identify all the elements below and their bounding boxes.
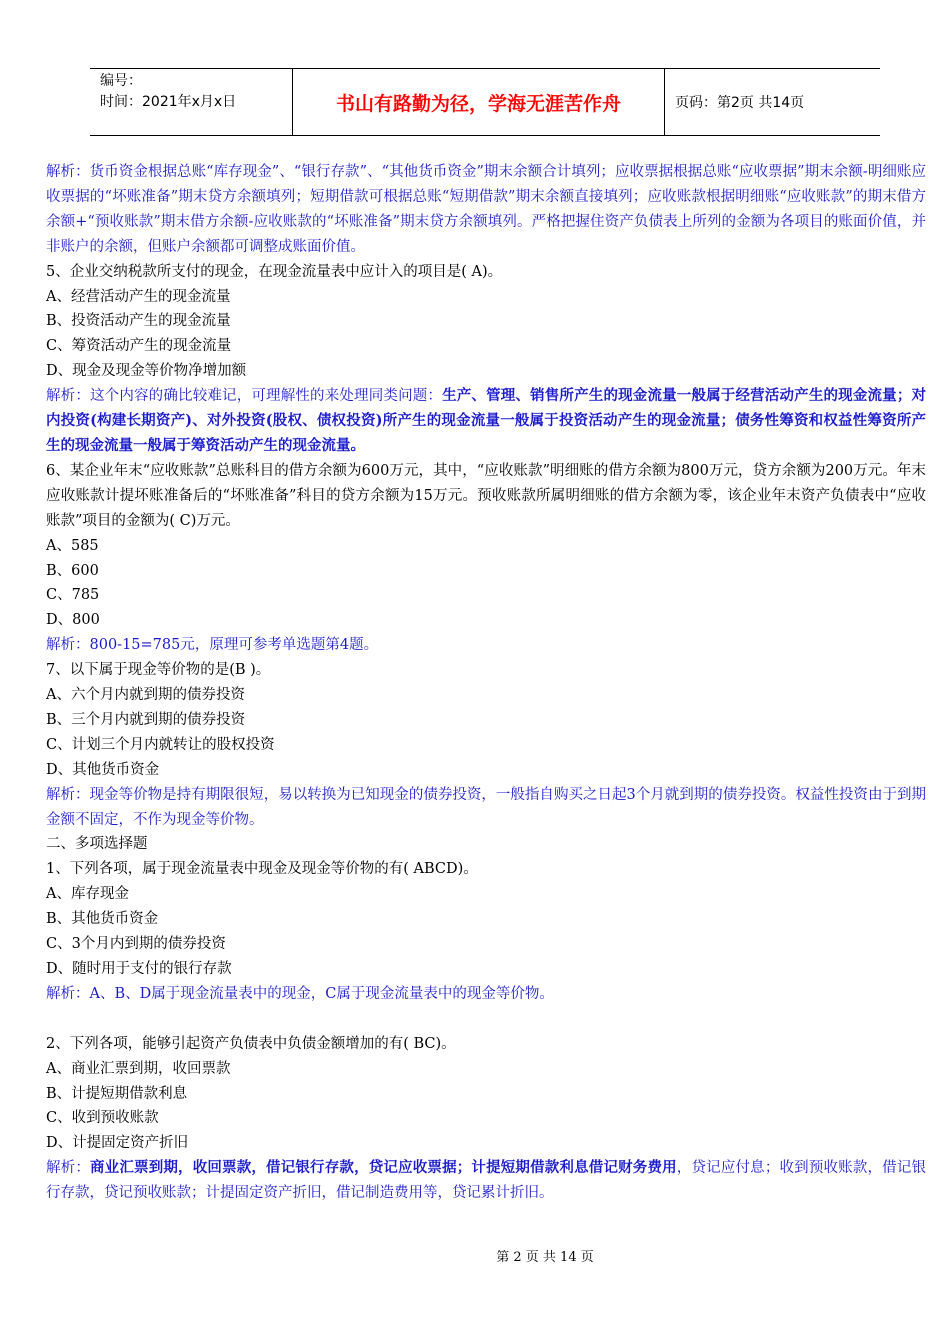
page-footer: 第 2 页 共 14 页 (496, 1250, 594, 1265)
analysis-q4: 解析：货币资金根据总账“库存现金”、“银行存款”、“其他货币资金”期末余额合计填列；应收票据根据总账“应收票据”期末余额-明细账应收票据的“坏账准备”期末贷方余额填列；短期借款可根据总账“短期借款”期末余额直接填列；应收账款根据明细账“应收账款”的期末借方余额+“预收账款”期末借方余额-应收账款的“坏账准备”期末贷方余额填列。严格把握住资产负债表上所列的金额为各项目的账面价值，并非账户的余额，但账户余额都可调整成账面价值。 (46, 164, 926, 255)
section-heading: 二、多项选择题 (46, 836, 148, 853)
spacer (46, 1007, 926, 1032)
analysis-text: 解析：这个内容的确比较难记，可理解性的来处理同类问题： (46, 388, 443, 405)
option: D、计提固定资产折旧 (46, 1135, 189, 1152)
analysis-text: ，贷记应付息；收到预收账款，借记银行存款，贷记预收账款；计提固定资产折旧，借记制造费用等，贷记累计折旧。 (46, 1160, 927, 1202)
option: C、收到预收账款 (46, 1110, 159, 1127)
option: B、600 (46, 562, 99, 579)
header-page-label: 页码：第2页 共14页 (675, 95, 805, 111)
option: C、785 (46, 587, 100, 604)
option: D、其他货币资金 (46, 761, 160, 778)
analysis-q7: 解析：现金等价物是持有期限很短，易以转换为已知现金的债券投资，一般指自购买之日起3个月就到期的债券投资。权益性投资由于到期金额不固定，不作为现金等价物。 (46, 786, 926, 828)
option: A、商业汇票到期，收回票款 (46, 1060, 231, 1077)
question-6: 6、某企业年末“应收账款”总账科目的借方余额为600万元，其中，“应收账款”明细账的借方余额为800万元，贷方余额为200万元。年末应收账款计提坏账准备后的“坏账准备”科目的贷方余额为15万元。预收账款所属明细账的借方余额为零，该企业年末资产负债表中“应收账款”项目的金额为( C)万元。 (46, 462, 926, 529)
header-left (90, 69, 292, 135)
analysis-bold-text: 商业汇票到期，收回票款，借记银行存款，贷记应收票据；计提短期借款利息借记财务费用 (90, 1159, 677, 1177)
option: A、经营活动产生的现金流量 (46, 288, 231, 305)
option: D、现金及现金等价物净增加额 (46, 363, 247, 380)
question-7: 7、以下属于现金等价物的是(B )。 (46, 662, 271, 679)
option: C、筹资活动产生的现金流量 (46, 338, 232, 355)
number-label: 编号： (100, 73, 142, 89)
option: B、计提短期借款利息 (46, 1085, 188, 1102)
analysis-q6: 解析：800-15=785元，原理可参考单选题第4题。 (46, 637, 379, 654)
document-body (46, 160, 926, 1206)
analysis-text: 解析： (46, 1160, 91, 1177)
multi-question-1: 1、下列各项，属于现金流量表中现金及现金等价物的有( ABCD)。 (46, 861, 478, 878)
option: D、800 (46, 612, 100, 629)
option: A、六个月内就到期的债券投资 (46, 687, 245, 704)
option: B、三个月内就到期的债券投资 (46, 711, 246, 728)
analysis-bold-text: 生产、管理、销售所产生的现金流量一般属于经营活动产生的现金流量；对内投资(构建长期资产)、对外投资(股权、债权投资)所产生的现金流量一般属于投资活动产生的现金流量；债务性筹资和权益性筹资所产生的现金流量一般属于筹资活动产生的现金流量。 (46, 387, 926, 454)
analysis-m2 (46, 1156, 926, 1206)
page-header (90, 68, 880, 136)
option: D、随时用于支付的银行存款 (46, 961, 232, 977)
header-motto: 书山有路勤为径，学海无涯苦作舟 (292, 69, 665, 135)
option: C、3个月内到期的债券投资 (46, 936, 226, 953)
option: A、库存现金 (46, 886, 129, 903)
option: C、计划三个月内就转让的股权投资 (46, 736, 275, 753)
analysis-m1: 解析：A、B、D属于现金流量表中的现金，C属于现金流量表中的现金等价物。 (46, 985, 554, 1002)
analysis-q5 (46, 384, 926, 459)
option: B、其他货币资金 (46, 911, 159, 928)
multi-question-2: 2、下列各项，能够引起资产负债表中负债金额增加的有( BC)。 (46, 1035, 456, 1052)
time-label: 时间：2021年x月x日 (100, 94, 237, 110)
question-5: 5、企业交纳税款所支付的现金，在现金流量表中应计入的项目是( A)。 (46, 263, 503, 280)
option: A、585 (46, 537, 99, 554)
option: B、投资活动产生的现金流量 (46, 313, 231, 330)
